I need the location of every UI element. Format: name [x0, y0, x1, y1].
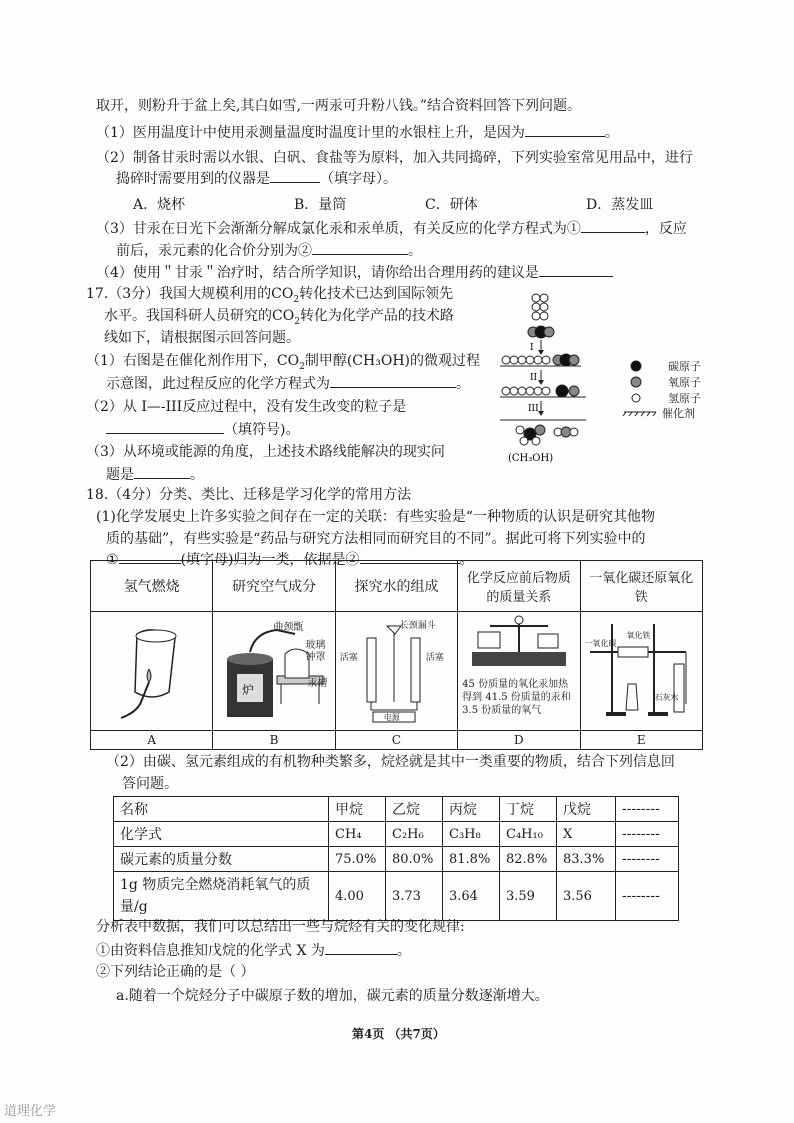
table-cell: C	[335, 731, 457, 750]
question-16-1	[96, 122, 619, 143]
question-text: (填字母)归为一类，依据是②	[180, 552, 360, 568]
question-17-line3: 线如下，请根据图示回答问题。	[104, 330, 300, 346]
question-18-2: （2）由碳、氢元素组成的有机物种类繁多，烷烃就是其中一类重要的物质，结合下列信息回	[106, 754, 675, 770]
question-text: （4）使用＂甘汞＂治疗时，结合所学知识，请你给出合理用药的建议是	[96, 265, 539, 281]
question-17-3: （3）从环境或能源的角度，上述技术路线能解决的现实问	[86, 444, 445, 460]
question-text: 转化技术已达到国际领先	[299, 286, 454, 302]
apparatus-label: 氧化铁	[626, 631, 651, 640]
text-line: 取开，则粉升于盆上矣,其白如雪,一两汞可升粉八钱。”结合资料回答下列问题。	[96, 98, 582, 114]
table-cell: 83.3%	[557, 847, 616, 872]
table-cell: --------	[616, 797, 679, 822]
table-cell: --------	[616, 847, 679, 872]
question-text: ①由资料信息推知戊烷的化学式 X 为	[96, 943, 325, 959]
table-cell: C₄H₁₀	[500, 822, 557, 847]
question-18-2-cont: 答问题。	[122, 776, 178, 792]
question-text: 。	[408, 243, 422, 259]
question-text: 前后，汞元素的化合价分别为②	[116, 243, 312, 259]
statement-a: a.随着一个烷烃分子中碳原子数的增加，碳元素的质量分数逐渐增大。	[116, 988, 549, 1004]
apparatus-label: 活塞	[339, 653, 358, 663]
question-16-3	[96, 218, 687, 239]
table-cell: 名称	[114, 797, 329, 822]
apparatus-label: 活塞	[425, 653, 444, 663]
option-c: C．研体	[425, 197, 478, 213]
watermark: 道理化学	[4, 1104, 57, 1119]
table-cell: 探究水的组成	[335, 561, 457, 612]
table-cell: 化学反应前后物质的质量关系	[458, 561, 580, 612]
question-text: 。	[604, 125, 619, 141]
question-16-4	[96, 262, 613, 283]
question-17-2: （2）从 I—-III反应过程中，没有发生改变的粒子是	[86, 399, 407, 415]
table-cell: E	[580, 731, 702, 750]
question-text: （填符号)。	[224, 422, 300, 438]
table-cell: 1g 物质完全燃烧消耗氧气的质量/g	[114, 872, 329, 921]
question-text: 转化为化学产品的技术路	[299, 308, 454, 324]
question-18-1-cont: 质的基础”，有些实验是“药品与研究方法相同而研究目的不同”。据此可将下列实验中的	[106, 531, 646, 547]
question-text: （1）医用温度计中使用汞测量温度时温度计里的水银柱上升，是因为	[96, 125, 525, 141]
step-label: III	[528, 404, 539, 414]
table-cell: B	[213, 731, 335, 750]
table-cell: X	[557, 822, 616, 847]
apparatus-label: 一氧化碳	[584, 639, 617, 648]
table-cell: A	[91, 731, 213, 750]
table-cell: --------	[616, 872, 679, 921]
experiment-d-caption: 45 份质量的氧化汞加热得到 41.5 份质量的汞和 3.5 份质量的氧气	[462, 679, 571, 716]
table-cell: C₂H₆	[386, 822, 443, 847]
table-cell: 研究空气成分	[213, 561, 335, 612]
apparatus-label: 电源	[383, 713, 400, 722]
question-16-2-cont	[116, 168, 397, 189]
table-row	[91, 731, 703, 750]
table-cell: D	[458, 731, 580, 750]
question-17-1: （1）右图是在催化剂作用下，$CO_2$制甲醇(CH₃OH)的微观过程	[86, 353, 480, 372]
question-text: 17.（3分）我国大规模利用的CO	[86, 286, 294, 302]
legend-carbon: 碳原子	[668, 360, 701, 373]
question-text: ，反应	[644, 221, 687, 237]
answer-blank[interactable]	[270, 168, 320, 183]
step-label: I	[530, 343, 534, 353]
question-text: 制甲醇(CH₃OH)的微观过程	[304, 353, 480, 369]
table-row	[114, 872, 679, 921]
table-cell: 丁烷	[500, 797, 557, 822]
answer-blank[interactable]	[325, 940, 397, 955]
water-electrolysis-figure	[337, 614, 455, 724]
option-b: B．量筒	[294, 197, 347, 213]
question-text: （3）甘汞在日光下会渐渐分解成氯化汞和汞单质，有关反应的化学方程式为①	[96, 221, 581, 237]
table-row	[114, 847, 679, 872]
answer-blank[interactable]	[106, 419, 224, 434]
table-cell: 75.0%	[329, 847, 386, 872]
answer-blank[interactable]	[312, 240, 408, 255]
co2-methanol-diagram	[486, 288, 776, 468]
question-text: 题是	[106, 467, 134, 483]
apparatus-label: 汞槽	[307, 678, 328, 689]
table-row	[91, 612, 703, 731]
question-17-line2: 水平。我国科研人员研究的$CO_2$转化为化学产品的技术路	[104, 308, 454, 327]
question-text: ①	[106, 552, 119, 568]
table-row	[114, 797, 679, 822]
question-16-3-cont	[116, 240, 422, 261]
table-cell: 3.59	[500, 872, 557, 921]
table-cell: 4.00	[329, 872, 386, 921]
svg-text:炉: 炉	[242, 683, 255, 697]
question-text: 。	[190, 467, 204, 483]
question-text: （1）右图是在催化剂作用下，CO	[86, 353, 300, 369]
table-cell: 82.8%	[500, 847, 557, 872]
option-d: D．蒸发皿	[586, 197, 654, 213]
experiment-d-image	[458, 612, 580, 731]
product-label: (CH₃OH)	[508, 453, 554, 464]
table-cell: 80.0%	[386, 847, 443, 872]
experiment-a-image	[91, 612, 213, 731]
table-cell: --------	[616, 822, 679, 847]
table-cell: 丙烷	[443, 797, 500, 822]
experiment-b-image	[213, 612, 335, 731]
table-cell: 一氧化碳还原氧化铁	[580, 561, 702, 612]
apparatus-label: 玻璃钟罩	[305, 640, 326, 663]
step-label: II	[530, 373, 538, 383]
answer-blank[interactable]	[525, 122, 605, 137]
table-cell: 3.64	[443, 872, 500, 921]
table-row	[114, 822, 679, 847]
question-17-3-cont	[106, 464, 204, 485]
question-text: 示意图，此过程反应的化学方程式为	[106, 376, 330, 392]
question-text: 水平。我国科研人员研究的CO	[104, 308, 295, 324]
table-cell: 化学式	[114, 822, 329, 847]
answer-blank[interactable]	[581, 218, 645, 233]
question-text: 。	[456, 376, 470, 392]
table-cell: 戊烷	[557, 797, 616, 822]
question-18-1: (1)化学发展史上许多实验之间存在一定的关联：有些实验是“一种物质的认识是研究其他物	[96, 509, 655, 525]
option-a: A．烧杯	[133, 197, 186, 213]
question-text: 。	[459, 552, 474, 568]
legend-hydrogen: 氢原子	[668, 392, 701, 405]
apparatus-label: 石灰水	[654, 693, 679, 702]
sub-question-2: ②下列结论正确的是（ ）	[96, 964, 255, 980]
table-cell: 3.56	[557, 872, 616, 921]
table-cell: C₃H₈	[443, 822, 500, 847]
question-text: 捣碎时需要用到的仪器是	[116, 171, 270, 187]
table-row	[91, 561, 703, 612]
answer-blank[interactable]	[539, 262, 613, 277]
question-17-2-cont	[106, 419, 299, 440]
mass-relation-figure	[460, 612, 578, 674]
question-text: 。	[396, 943, 411, 959]
legend-oxygen: 氧原子	[668, 376, 701, 389]
apparatus-label: 长颈漏斗	[399, 621, 436, 631]
table-cell: 乙烷	[386, 797, 443, 822]
experiment-c-image	[335, 612, 457, 731]
analysis-text: 分析表中数据，我们可以总结出一些与烷烃有关的变化规律:	[96, 919, 465, 935]
question-18-title: 18.（4分）分类、类比、迁移是学习化学的常用方法	[86, 487, 412, 503]
legend-catalyst: 催化剂	[662, 407, 695, 420]
experiments-table	[90, 560, 703, 750]
sub-question-1	[96, 940, 411, 961]
question-17-title: 17.（3分）我国大规模利用的$CO_2$转化技术已达到国际领先	[86, 286, 454, 305]
question-16-2: （2）制备甘汞时需以水银、白矾、食盐等为原料，加入共同捣碎，下列实验室常见用品中，进行	[96, 150, 693, 166]
apparatus-label: 曲颈甑	[273, 622, 304, 633]
table-cell: 81.8%	[443, 847, 500, 872]
answer-blank[interactable]	[330, 373, 456, 388]
table-cell: 碳元素的质量分数	[114, 847, 329, 872]
table-cell: CH₄	[329, 822, 386, 847]
question-text: （填字母）。	[320, 171, 397, 187]
page-footer: 第4页 （共7页）	[352, 1027, 445, 1041]
answer-blank[interactable]	[134, 464, 190, 479]
table-cell: 氢气燃烧	[91, 561, 213, 612]
hydrogen-burning-figure	[97, 614, 207, 724]
question-17-1-cont	[106, 373, 470, 394]
alkane-table	[113, 796, 679, 921]
table-cell: 3.73	[386, 872, 443, 921]
experiment-e-image	[580, 612, 702, 731]
table-cell: 甲烷	[329, 797, 386, 822]
